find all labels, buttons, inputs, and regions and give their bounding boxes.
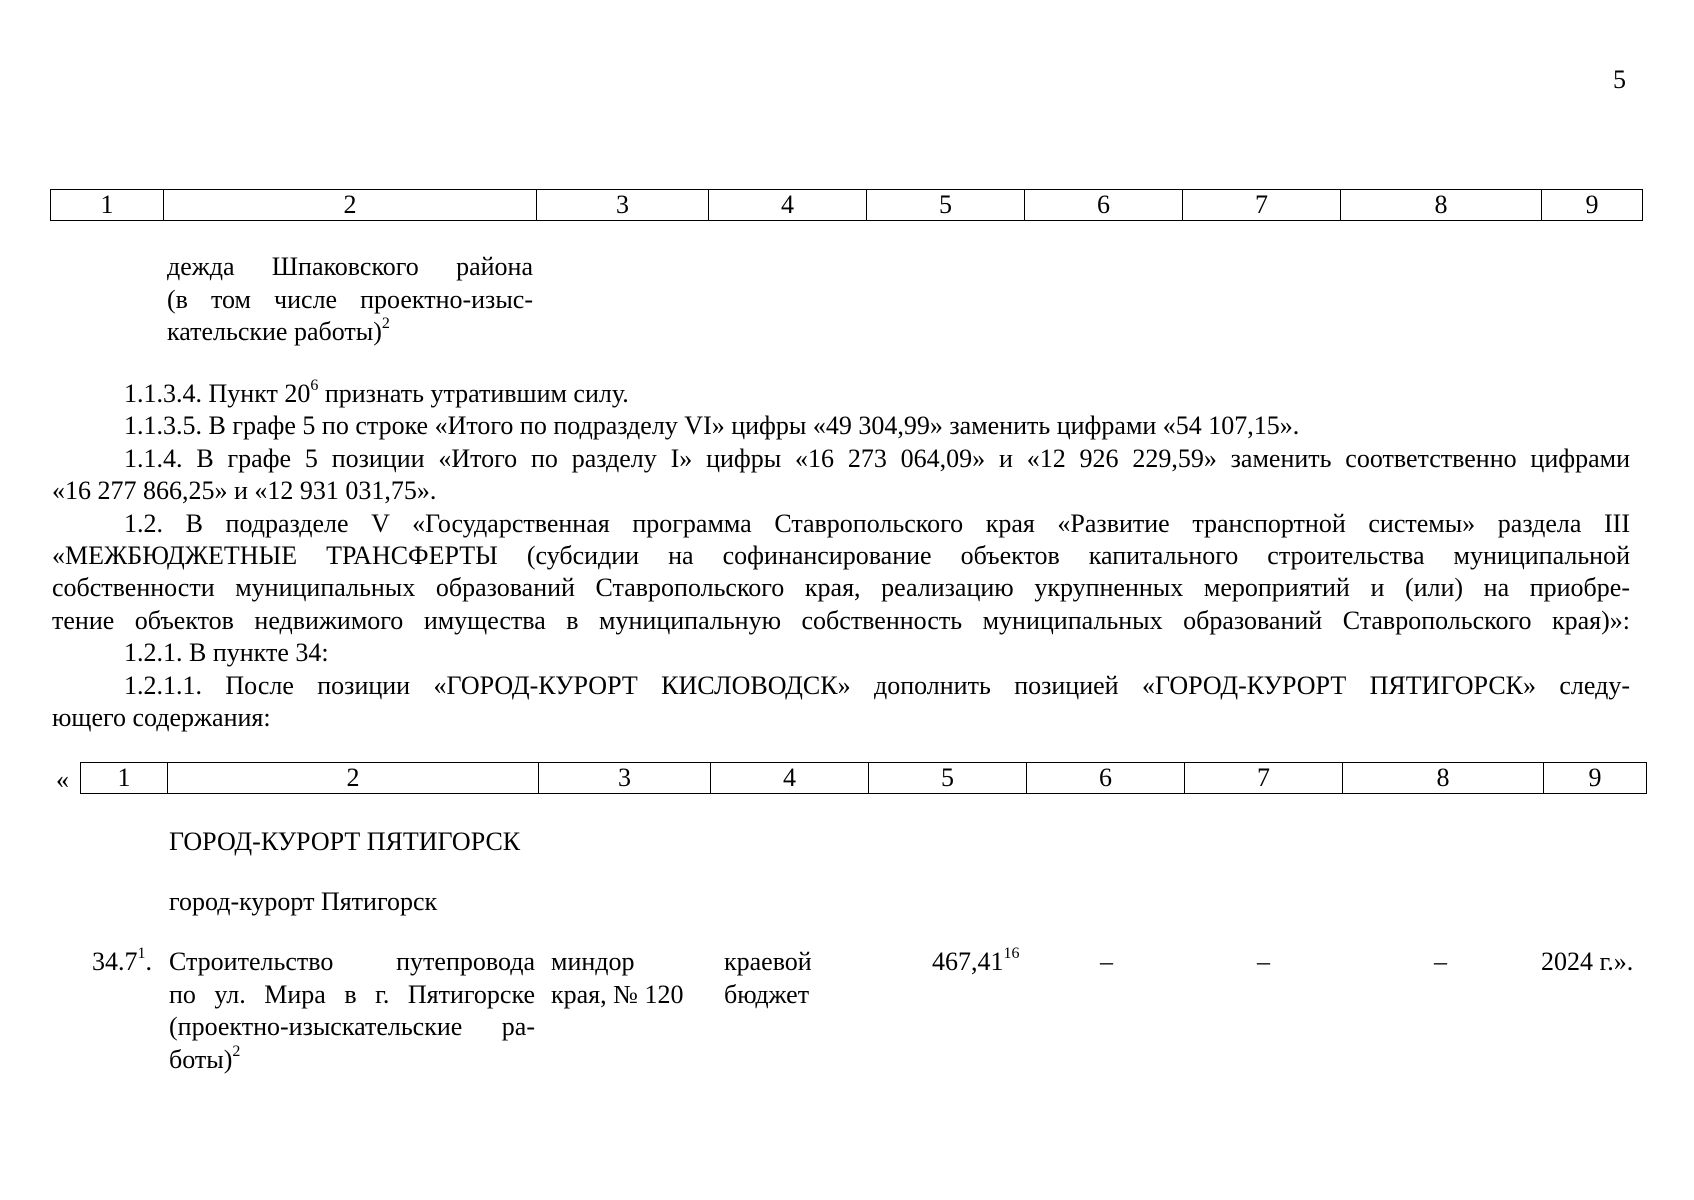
header-cell: 8 [1343, 763, 1544, 794]
row-amount: 467,41$^{16}$ [932, 945, 1020, 976]
row-responsible: миндор края, № 120 [551, 947, 684, 1009]
header-cell: 9 [1544, 763, 1647, 794]
header-cell: 9 [1542, 190, 1643, 221]
row-number: 34.7$^1$. [92, 945, 152, 976]
row-funding-source: краевой бюджет [724, 947, 812, 1009]
row-name-line: (проектно-изыскательские ра- [169, 1012, 535, 1041]
header-cell: 8 [1341, 190, 1542, 221]
header-cell: 6 [1025, 190, 1183, 221]
paragraph-1-1-4-cont: «16 277 866,25» и «12 931 031,75». [52, 476, 437, 506]
column-number-header-2 [80, 762, 1647, 794]
paragraph-1-2-1-1-cont: ющего содержания: [52, 703, 271, 733]
row-col-8: – [1434, 947, 1447, 976]
subsection-heading: город-курорт Пятигорск [169, 887, 438, 916]
header-cell: 4 [709, 190, 867, 221]
row-name-line: Строительство путепровода [169, 947, 535, 976]
header-cell: 2 [168, 763, 539, 794]
row-col-7: – [1257, 947, 1270, 976]
footnote-mark: 2 [381, 315, 390, 333]
paragraph-1-2-cont: собственности муниципальных образований Ставропольского края, реализацию укрупненных мероприятий и (или) на приобре- [52, 573, 1630, 603]
section-heading: ГОРОД-КУРОРТ ПЯТИГОРСК [169, 827, 521, 856]
header-cell: 2 [164, 190, 537, 221]
paragraph-1-2-cont: тение объектов недвижимого имущества в муниципальную собственность муниципальных образований Ставропольского края)»: [52, 605, 1630, 635]
footnote-mark: 2 [232, 1042, 241, 1060]
header-cell: 1 [51, 190, 164, 221]
row-name-line: боты) [169, 1044, 233, 1074]
paragraph-1-1-3-4: 1.1.3.4. Пункт $20^6$ признать утратившим силу. [124, 377, 629, 408]
page-number: 5 [1613, 65, 1626, 94]
paragraph-1-1-4: 1.1.4. В графе 5 позиции «Итого по разделу I» цифры «16 273 064,09» и «12 926 229,59» заменить соответственно цифрами [124, 443, 1630, 473]
header-cell: 1 [81, 763, 168, 794]
row-name-line: по ул. Мира в г. Пятигорске [169, 979, 535, 1009]
paragraph-1-2-1-1: 1.2.1.1. После позиции «ГОРОД-КУРОРТ КИСЛОВОДСК» дополнить позицией «ГОРОД-КУРОРТ ПЯТИГОРСК» следу- [124, 670, 1630, 700]
prev-item-line: (в том числе проектно-изыс- [167, 284, 533, 314]
column-number-header-1 [50, 189, 1643, 221]
header-cell: 5 [869, 763, 1027, 794]
header-cell: 7 [1183, 190, 1341, 221]
header-cell: 6 [1027, 763, 1185, 794]
header-cell: 7 [1185, 763, 1343, 794]
row-col-6: – [1100, 947, 1113, 976]
prev-item-line: дежда Шпаковского района [167, 252, 533, 281]
header-cell: 3 [539, 763, 711, 794]
opening-quote: « [56, 765, 69, 794]
paragraph-1-1-3-5: 1.1.3.5. В графе 5 по строке «Итого по подразделу VI» цифры «49 304,99» заменить цифрами «54 107,15». [124, 411, 1300, 441]
paragraph-1-2-1: 1.2.1. В пункте 34: [124, 638, 329, 668]
paragraph-1-2-cont: «МЕЖБЮДЖЕТНЫЕ ТРАНСФЕРТЫ (субсидии на софинансирование объектов капитального строительства муниципальной [52, 541, 1630, 571]
row-name [169, 946, 535, 1076]
paragraph-1-2: 1.2. В подразделе V «Государственная программа Ставропольского края «Развитие транспортной системы» раздела III [124, 508, 1630, 538]
row-year: 2024 г.». [1541, 947, 1634, 976]
header-cell: 4 [711, 763, 869, 794]
prev-item-line: кательские работы) [167, 317, 382, 346]
amendment-text [52, 378, 1630, 734]
header-cell: 5 [867, 190, 1025, 221]
prev-item-name [167, 251, 533, 349]
header-cell: 3 [537, 190, 709, 221]
